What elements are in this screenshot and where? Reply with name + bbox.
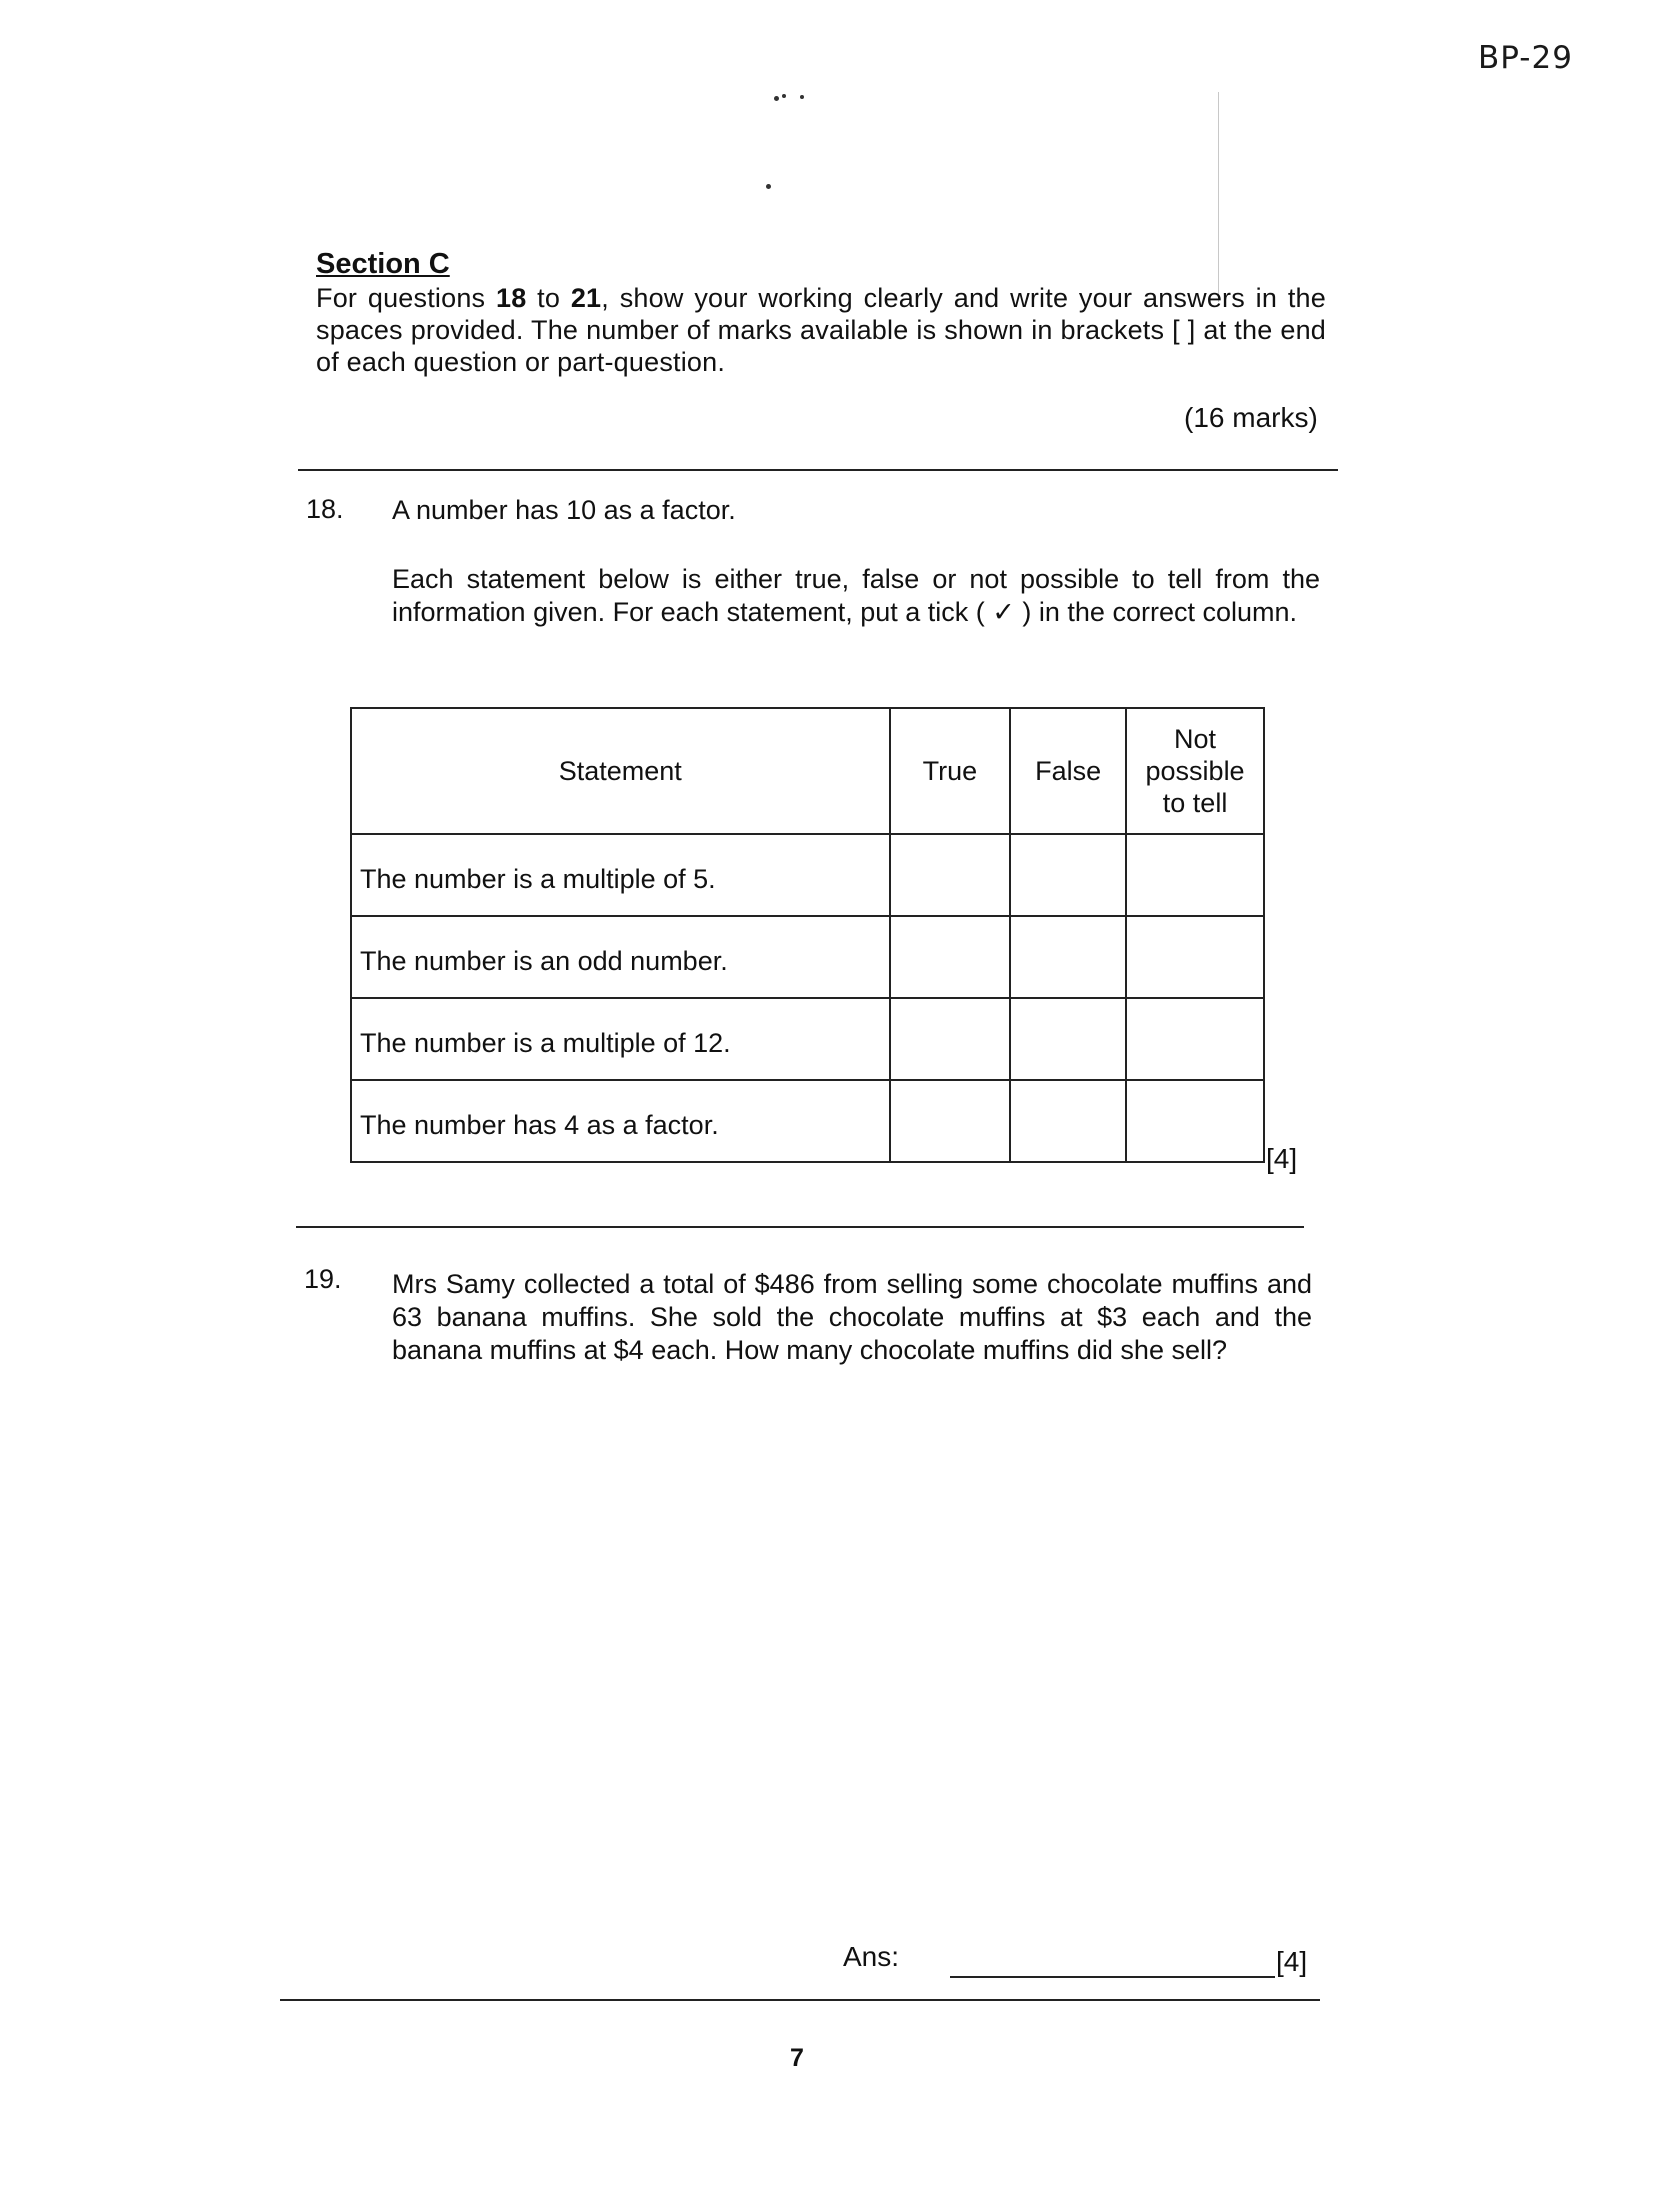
false-tick-cell[interactable] (1010, 834, 1126, 916)
instr-text: , show your working clearly and write your answers in the spaces provided. The number of marks available is shown in brackets [ ] at the end of each question or part-question. (316, 283, 1326, 377)
page-code: BP-29 (1478, 40, 1573, 76)
header-text: Not (1174, 724, 1217, 754)
answer-label: Ans: (843, 1941, 900, 1972)
header-not-possible (1126, 708, 1264, 834)
not-possible-tick-cell[interactable] (1126, 916, 1264, 998)
section-instructions (316, 282, 1326, 378)
true-tick-cell[interactable] (890, 1080, 1011, 1162)
question-19-text: Mrs Samy collected a total of $486 from selling some chocolate muffins and 63 banana muffins. She sold the chocolate muffins at $3 each and the banana muffins at $4 each. How many chocolate muffins did she sell? (392, 1269, 1312, 1365)
instr-question-from: 18 (495, 283, 527, 313)
statement-cell: The number is a multiple of 12. (351, 998, 890, 1080)
header-statement: Statement (351, 708, 890, 834)
table-row (351, 998, 1264, 1080)
table-row (351, 834, 1264, 916)
header-text: possible (1145, 756, 1245, 786)
question-18-marks: [4] (1266, 1143, 1298, 1174)
question-19-number: 19. (304, 1264, 342, 1294)
false-tick-cell[interactable] (1010, 1080, 1126, 1162)
section-c (316, 248, 1326, 378)
question-18-instruction: Each statement below is either true, false or not possible to tell from the information given. For each statement, put a tick ( ✓ ) in the correct column. (392, 564, 1320, 627)
instr-text: For questions (316, 283, 496, 313)
scan-speck (774, 96, 779, 101)
scan-speck (766, 184, 771, 189)
not-possible-tick-cell[interactable] (1126, 1080, 1264, 1162)
question-18-number: 18. (306, 494, 344, 524)
header-false: False (1010, 708, 1126, 834)
true-tick-cell[interactable] (890, 834, 1011, 916)
false-tick-cell[interactable] (1010, 998, 1126, 1080)
section-total-marks: (16 marks) (1184, 402, 1318, 433)
divider (280, 1999, 1320, 2001)
divider (298, 469, 1338, 471)
instr-question-to: 21 (570, 283, 602, 313)
instr-text: to (526, 283, 571, 313)
table-row (351, 916, 1264, 998)
statement-table (350, 707, 1265, 1163)
header-true: True (890, 708, 1011, 834)
answer-line[interactable] (950, 1976, 1275, 1978)
table-header-row (351, 708, 1264, 834)
not-possible-tick-cell[interactable] (1126, 998, 1264, 1080)
section-heading: Section C (316, 248, 450, 280)
question-18-stem: A number has 10 as a factor. (392, 495, 736, 525)
statement-cell: The number is a multiple of 5. (351, 834, 890, 916)
page-number: 7 (790, 2044, 804, 2072)
table-row (351, 1080, 1264, 1162)
not-possible-tick-cell[interactable] (1126, 834, 1264, 916)
statement-cell: The number has 4 as a factor. (351, 1080, 890, 1162)
scan-speck (782, 94, 786, 98)
divider (296, 1226, 1304, 1228)
scan-speck (800, 95, 804, 99)
question-19-marks: [4] (1276, 1946, 1308, 1977)
true-tick-cell[interactable] (890, 998, 1011, 1080)
header-text: to tell (1162, 788, 1228, 818)
true-tick-cell[interactable] (890, 916, 1011, 998)
false-tick-cell[interactable] (1010, 916, 1126, 998)
statement-cell: The number is an odd number. (351, 916, 890, 998)
